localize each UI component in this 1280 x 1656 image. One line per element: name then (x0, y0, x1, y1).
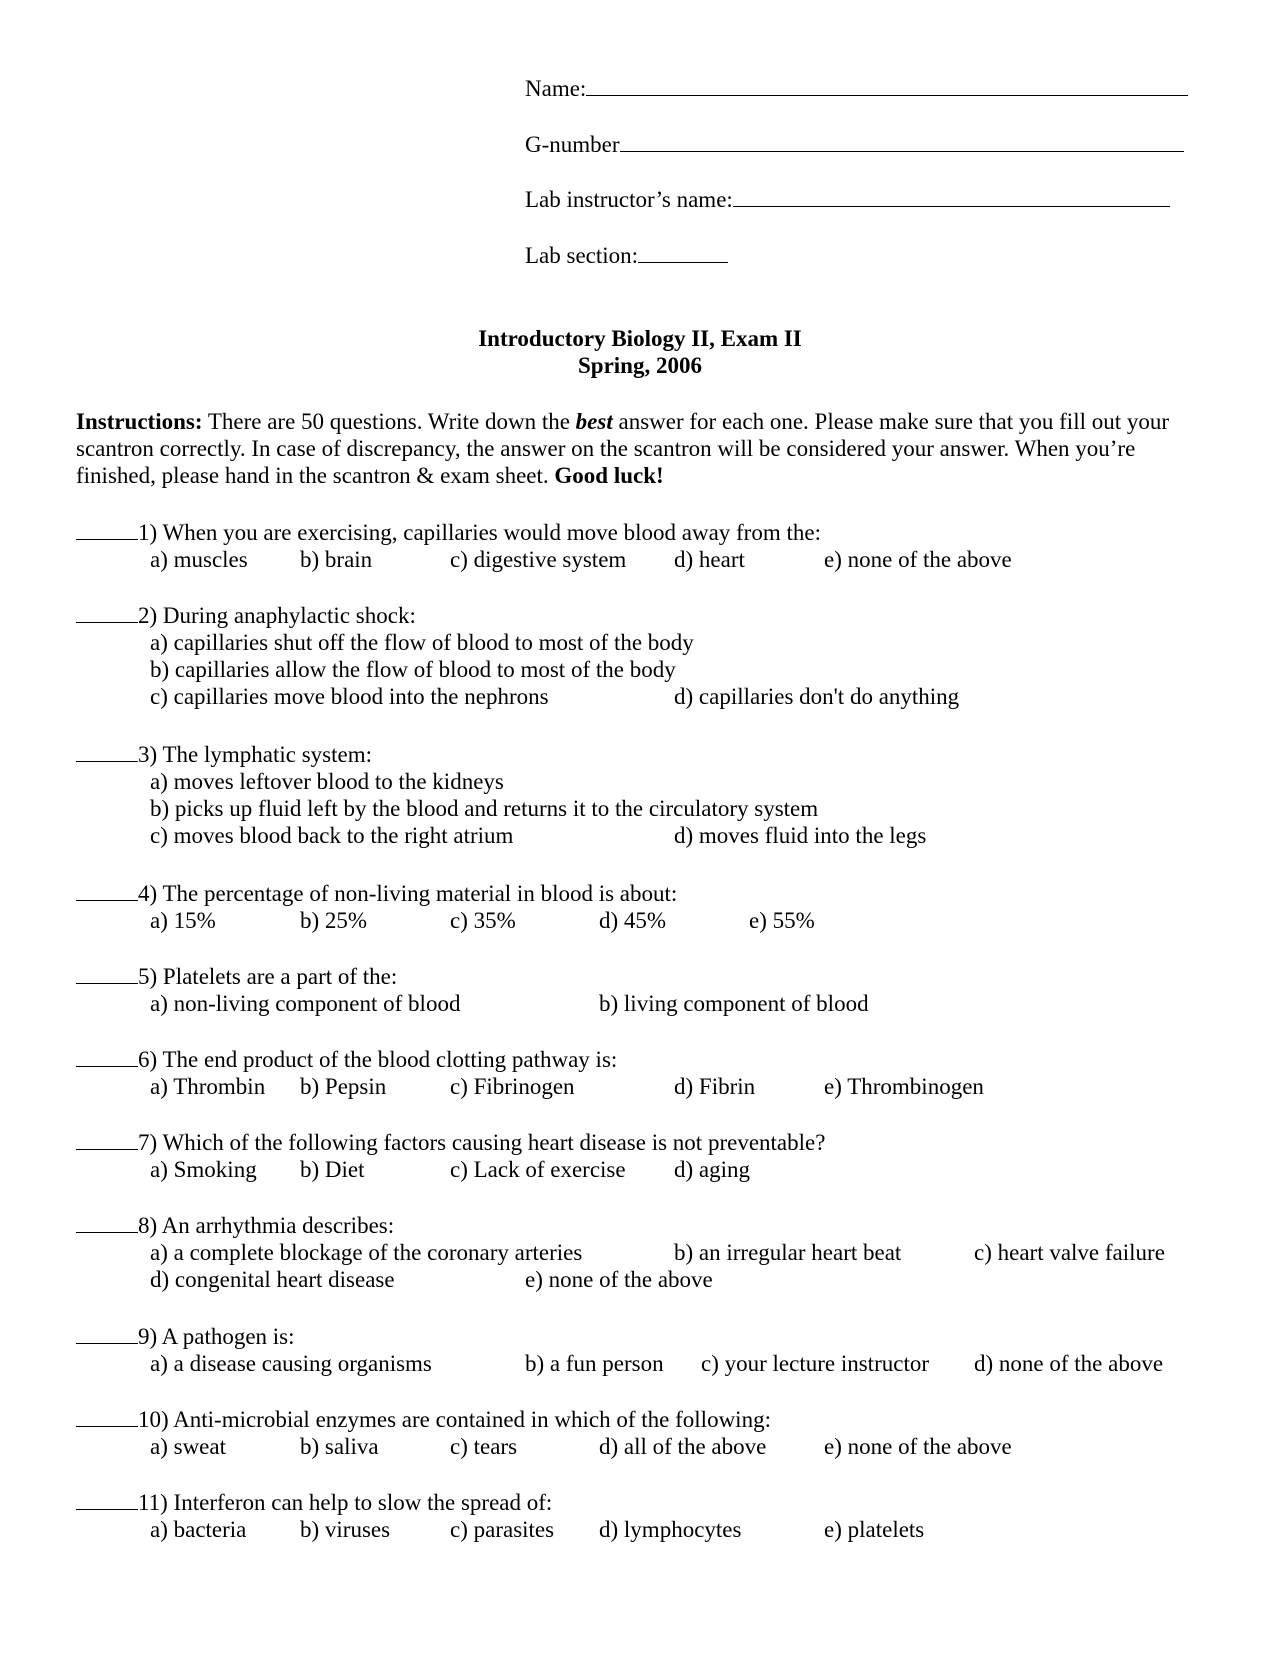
question-6 (76, 1046, 1236, 1100)
gnumber-label: G-number (525, 132, 620, 157)
answer-blank-4[interactable] (76, 880, 138, 901)
answer-blank-10[interactable] (76, 1406, 138, 1427)
instructions-good-luck: Good luck! (554, 463, 664, 488)
question-11 (76, 1489, 1236, 1543)
question-stem: 7) Which of the following factors causing heart disease is not preventable? (138, 1130, 826, 1155)
option-b: b) brain (300, 547, 373, 572)
lab-instructor-label: Lab instructor’s name: (525, 187, 733, 212)
question-stem: 4) The percentage of non-living material in blood is about: (138, 881, 678, 906)
option-e: e) Thrombinogen (824, 1074, 984, 1099)
option-a: a) non-living component of blood (150, 991, 461, 1016)
option-a: a) moves leftover blood to the kidneys (150, 769, 504, 794)
option-e: e) 55% (749, 908, 815, 933)
question-2 (76, 602, 1236, 710)
option-c: c) heart valve failure (974, 1240, 1165, 1265)
question-stem: 10) Anti-microbial enzymes are contained in which of the following: (138, 1407, 771, 1432)
option-b: b) 25% (300, 908, 368, 933)
name-field (525, 75, 1188, 102)
lab-section-label: Lab section: (525, 243, 639, 268)
question-stem: 3) The lymphatic system: (138, 742, 373, 767)
question-stem: 6) The end product of the blood clotting pathway is: (138, 1047, 618, 1072)
option-d: d) 45% (599, 908, 667, 933)
answer-blank-5[interactable] (76, 963, 138, 984)
option-e: e) none of the above (525, 1267, 713, 1292)
instructions-text-2: answer for each one. Please make sure that you fill out your scantron correctly. In case of discrepancy, the answer on the scantron will be considered your answer. When you’re finished, please hand in the scantron & exam sheet. (76, 409, 1170, 488)
option-d: d) aging (674, 1157, 751, 1182)
option-e: e) none of the above (824, 1434, 1012, 1459)
question-1 (76, 519, 1236, 573)
option-b: b) living component of blood (599, 991, 869, 1016)
option-b: b) an irregular heart beat (674, 1240, 902, 1265)
question-5 (76, 963, 1236, 1017)
option-c: c) digestive system (450, 547, 627, 572)
option-d: d) congenital heart disease (150, 1267, 395, 1292)
lab-section-field (525, 242, 728, 269)
answer-blank-3[interactable] (76, 741, 138, 762)
title-line-1: Introductory Biology II, Exam II (478, 326, 802, 351)
instructions-paragraph (76, 408, 1216, 489)
lab-instructor-blank[interactable] (733, 186, 1170, 207)
option-d: d) Fibrin (674, 1074, 756, 1099)
question-stem: 11) Interferon can help to slow the spread of: (138, 1490, 553, 1515)
gnumber-blank[interactable] (620, 131, 1184, 152)
option-c: c) Fibrinogen (450, 1074, 575, 1099)
instructions-text-1: There are 50 questions. Write down the (202, 409, 576, 434)
option-a: a) 15% (150, 908, 216, 933)
question-stem: 8) An arrhythmia describes: (138, 1213, 395, 1238)
option-a: a) a disease causing organisms (150, 1351, 432, 1376)
option-a: a) a complete blockage of the coronary arteries (150, 1240, 583, 1265)
answer-blank-2[interactable] (76, 602, 138, 623)
option-d: d) none of the above (974, 1351, 1164, 1376)
exam-title (0, 325, 1280, 379)
question-stem: 9) A pathogen is: (138, 1324, 295, 1349)
option-a: a) capillaries shut off the flow of blood to most of the body (150, 630, 694, 655)
option-c: c) capillaries move blood into the nephrons (150, 684, 549, 709)
question-stem: 5) Platelets are a part of the: (138, 964, 398, 989)
question-stem: 2) During anaphylactic shock: (138, 603, 416, 628)
question-stem: 1) When you are exercising, capillaries would move blood away from the: (138, 520, 821, 545)
answer-blank-6[interactable] (76, 1046, 138, 1067)
answer-blank-8[interactable] (76, 1212, 138, 1233)
lab-section-blank[interactable] (638, 242, 728, 263)
name-blank[interactable] (586, 75, 1188, 96)
option-b: b) viruses (300, 1517, 391, 1542)
option-b: b) saliva (300, 1434, 379, 1459)
option-b: b) capillaries allow the flow of blood to most of the body (150, 657, 676, 682)
option-d: d) moves fluid into the legs (674, 823, 927, 848)
option-a: a) muscles (150, 547, 248, 572)
answer-blank-7[interactable] (76, 1129, 138, 1150)
question-8 (76, 1212, 1236, 1293)
question-3 (76, 741, 1236, 849)
name-label: Name: (525, 76, 587, 101)
option-d: d) lymphocytes (599, 1517, 742, 1542)
answer-blank-11[interactable] (76, 1489, 138, 1510)
option-a: a) sweat (150, 1434, 226, 1459)
option-d: d) capillaries don't do anything (674, 684, 960, 709)
option-c: c) tears (450, 1434, 518, 1459)
question-10 (76, 1406, 1236, 1460)
instructions-label: Instructions: (76, 409, 203, 434)
option-a: a) bacteria (150, 1517, 247, 1542)
answer-blank-1[interactable] (76, 519, 138, 540)
option-b: b) Diet (300, 1157, 365, 1182)
option-c: c) parasites (450, 1517, 555, 1542)
option-d: d) all of the above (599, 1434, 767, 1459)
gnumber-field (525, 131, 1184, 158)
option-e: e) none of the above (824, 547, 1012, 572)
instructions-best: best (575, 409, 613, 434)
question-7 (76, 1129, 1236, 1183)
option-c: c) moves blood back to the right atrium (150, 823, 514, 848)
question-9 (76, 1323, 1236, 1377)
lab-instructor-field (525, 186, 1170, 213)
option-a: a) Smoking (150, 1157, 257, 1182)
option-b: b) a fun person (525, 1351, 664, 1376)
option-c: c) Lack of exercise (450, 1157, 626, 1182)
title-line-2: Spring, 2006 (578, 353, 702, 378)
option-d: d) heart (674, 547, 745, 572)
option-b: b) Pepsin (300, 1074, 387, 1099)
question-4 (76, 880, 1236, 934)
option-c: c) your lecture instructor (701, 1351, 929, 1376)
option-e: e) platelets (824, 1517, 925, 1542)
option-a: a) Thrombin (150, 1074, 266, 1099)
answer-blank-9[interactable] (76, 1323, 138, 1344)
option-c: c) 35% (450, 908, 516, 933)
option-b: b) picks up fluid left by the blood and returns it to the circulatory system (150, 796, 819, 821)
